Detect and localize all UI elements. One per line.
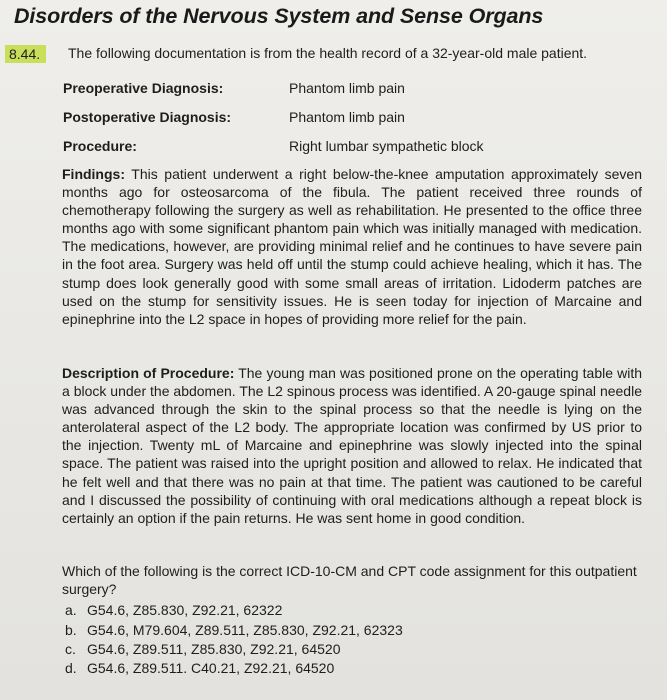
answer-option-b[interactable] <box>65 622 403 638</box>
findings-paragraph <box>62 165 642 328</box>
preoperative-diagnosis-value: Phantom limb pain <box>289 80 405 96</box>
procedure-description-text: The young man was positioned prone on the operating table with a block under the abdomen. The L2 spinous process was identified. A 20-gauge spinal needle was advanced through the skin to the spinal process so that the needle is lying on the anterolateral aspect of the L2 body. The appropriate location was confirmed by US prior to the injection. Twenty mL of Marcaine and epinephrine was slowly injected into the spinal space. The patient was raised into the upright position and allowed to relax. He indicated that he felt well and that there was no pain at that time. The patient was cautioned to be careful and I discussed the possibility of continuing with oral medications although a repeat block is certainly an option if the pain returns. He was sent home in good condition. <box>62 365 642 526</box>
postoperative-diagnosis-label: Postoperative Diagnosis: <box>63 109 232 125</box>
findings-label: Findings: <box>62 166 125 182</box>
chapter-title: Disorders of the Nervous System and Sense Organs <box>14 4 544 28</box>
postoperative-diagnosis-value: Phantom limb pain <box>289 109 405 125</box>
preoperative-diagnosis-label: Preoperative Diagnosis: <box>63 80 224 96</box>
option-text: G54.6, Z89.511. C40.21, Z92.21, 64520 <box>87 660 335 676</box>
procedure-label: Procedure: <box>63 138 137 154</box>
option-text: G54.6, Z89.511, Z85.830, Z92.21, 64520 <box>87 641 341 657</box>
procedure-description-paragraph <box>62 364 642 527</box>
question-intro: The following documentation is from the health record of a 32-year-old male patient. <box>68 45 588 61</box>
procedure-value: Right lumbar sympathetic block <box>289 138 484 154</box>
answer-option-c[interactable] <box>65 641 340 657</box>
question-text: Which of the following is the correct ICD-10-CM and CPT code assignment for this outpatient surgery? <box>62 563 637 598</box>
option-letter: a. <box>65 602 77 618</box>
findings-text: This patient underwent a right below-the-knee amputation approximately seven months ago for osteosarcoma of the fibula. The patient received three rounds of chemotherapy following the surgery as well as rehabilitation. He presented to the office three months ago with some significant phantom pain which was initially managed with medication. The medications, however, are providing minimal relief and he continues to have severe pain in the foot area. Surgery was held off until the stump could achieve healing, which it has. The stump does look generally good with some small areas of irritation. Lidoderm patches are used on the stump for sensitivity issues. He is seen today for injection of Marcaine and epinephrine into the L2 space in hopes of providing more relief for the pain. <box>62 166 642 327</box>
option-text: G54.6, Z85.830, Z92.21, 62322 <box>87 602 283 618</box>
procedure-description-label: Description of Procedure: <box>62 365 235 381</box>
answer-option-d[interactable] <box>65 660 334 676</box>
option-letter: c. <box>65 641 76 657</box>
question-number: 8.44. <box>5 45 46 63</box>
option-letter: b. <box>65 622 77 638</box>
option-text: G54.6, M79.604, Z89.511, Z85.830, Z92.21, 62323 <box>87 622 403 638</box>
option-letter: d. <box>65 660 77 676</box>
answer-option-a[interactable] <box>65 602 282 618</box>
